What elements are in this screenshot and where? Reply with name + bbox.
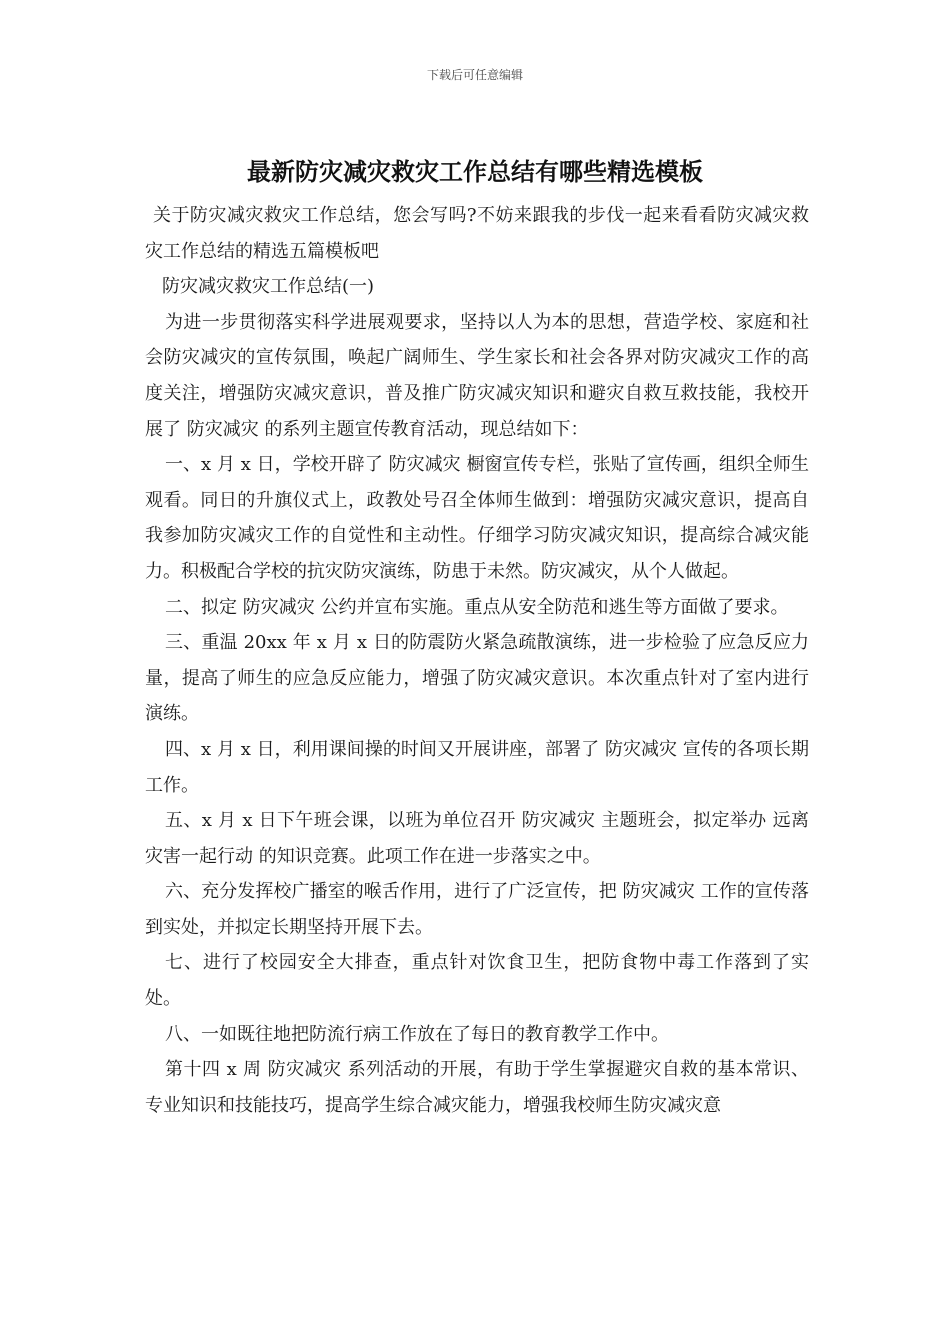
body-paragraph-8: 七、进行了校园安全大排查，重点针对饮食卫生，把防食物中毒工作落到了实处。 — [145, 952, 809, 1010]
section-heading: 防灾减灾救灾工作总结(一) — [162, 276, 375, 298]
body-paragraph-6: 五、x 月 x 日下午班会课，以班为单位召开 防灾减灾 主题班会，拟定举办 远离灾害一起行动 的知识竞赛。此项工作在进一步落实之中。 — [145, 810, 809, 867]
body-paragraph-10: 第十四 x 周 防灾减灾 系列活动的开展，有助于学生掌握避灾自救的基本常识、专业知识和技能技巧，提高学生综合减灾能力，增强我校师生防灾减灾意 — [145, 1059, 809, 1116]
body-paragraph-9: 八、一如既往地把防流行病工作放在了每日的教育教学工作中。 — [165, 1023, 669, 1045]
body-paragraph-4: 三、重温 20xx 年 x 月 x 日的防震防火紧急疏散演练，进一步检验了应急反应力量，提高了师生的应急反应能力，增强了防灾减灾意识。本次重点针对了室内进行演练。 — [145, 632, 809, 725]
body-paragraph-2: 一、x 月 x 日，学校开辟了 防灾减灾 橱窗宣传专栏，张贴了宣传画，组织全师生观看。同日的升旗仪式上，政教处号召全体师生做到：增强防灾减灾意识，提高自我参加防灾减灾工作的自觉性和主动性。仔细学习防灾减灾知识，提高综合减灾能力。积极配合学校的抗灾防灾演练，防患于未然。防灾减灾，从个人做起。 — [145, 454, 809, 582]
body-paragraph-5: 四、x 月 x 日，利用课间操的时间又开展讲座，部署了 防灾减灾 宣传的各项长期工作。 — [145, 738, 809, 796]
intro-paragraph: 关于防灾减灾救灾工作总结，您会写吗?不妨来跟我的步伐一起来看看防灾减灾救灾工作总结的精选五篇模板吧 — [145, 205, 809, 262]
body-paragraph-1: 为进一步贯彻落实科学进展观要求，坚持以人为本的思想，营造学校、家庭和社会防灾减灾的宣传氛围，唤起广阔师生、学生家长和社会各界对防灾减灾工作的高度关注，增强防灾减灾意识，普及推广防灾减灾知识和避灾自救互救技能，我校开展了 防灾减灾 的系列主题宣传教育活动，现总结如下： — [145, 311, 809, 440]
document-body — [145, 198, 809, 1123]
document-title: 最新防灾减灾救灾工作总结有哪些精选模板 — [247, 157, 703, 186]
body-paragraph-3: 二、拟定 防灾减灾 公约并宣布实施。重点从安全防范和逃生等方面做了要求。 — [165, 596, 789, 618]
body-paragraph-7: 六、充分发挥校广播室的喉舌作用，进行了广泛宣传，把 防灾减灾 工作的宣传落到实处，并拟定长期坚持开展下去。 — [145, 881, 809, 938]
page-header-note: 下载后可任意编辑 — [426, 68, 523, 82]
